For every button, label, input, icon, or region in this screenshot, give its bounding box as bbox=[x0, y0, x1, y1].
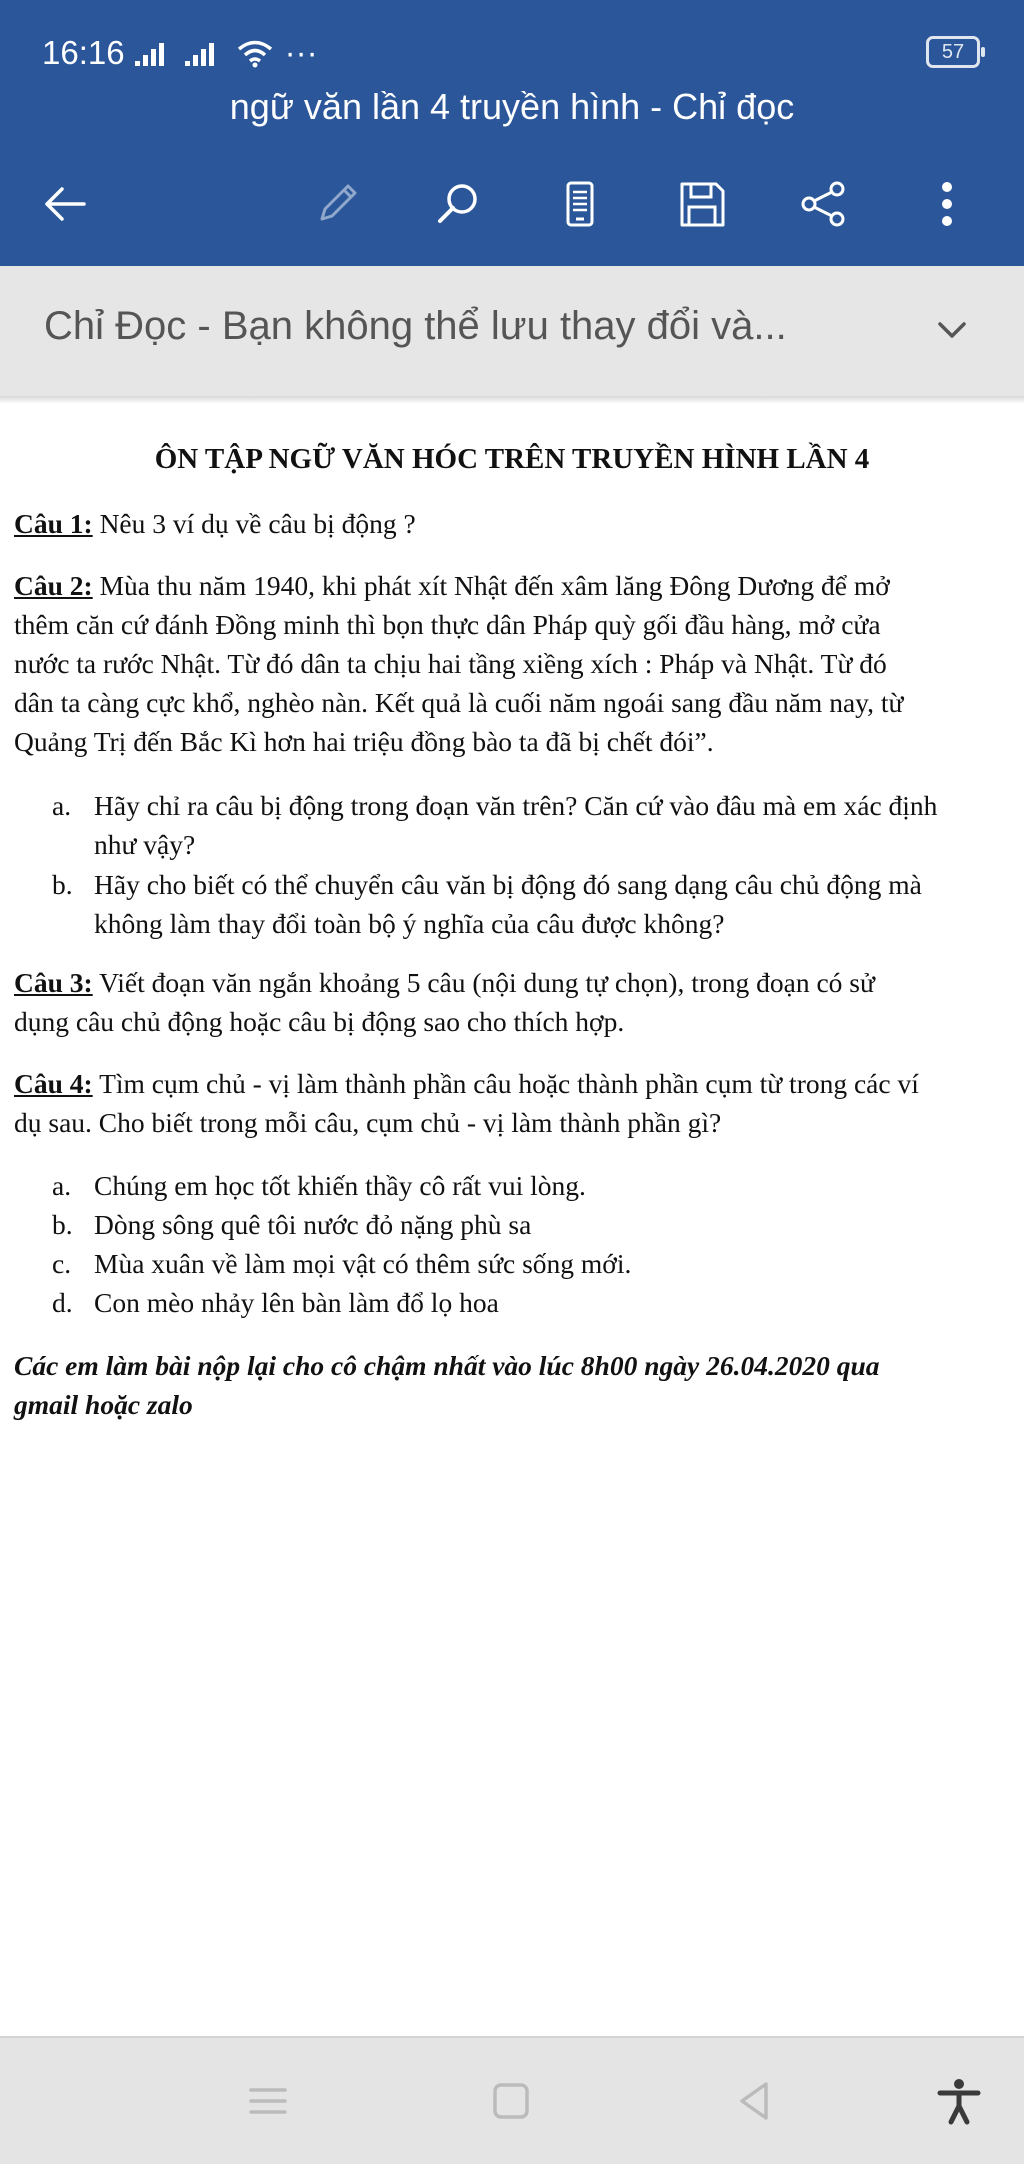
page-shadow bbox=[0, 396, 1024, 404]
status-time: 16:16 bbox=[42, 34, 125, 71]
question-4-item-a: a. Chúng em học tốt khiến thầy cô rất vui lòng. bbox=[52, 1170, 586, 1201]
question-4-label: Câu 4: bbox=[14, 1068, 93, 1099]
read-only-notice-bar[interactable] bbox=[0, 266, 1024, 396]
read-only-notice-text: Chỉ Đọc - Bạn không thể lưu thay đổi và... bbox=[44, 304, 787, 348]
search-icon bbox=[429, 175, 487, 233]
more-options-button[interactable] bbox=[912, 165, 982, 243]
back-arrow-icon bbox=[36, 175, 94, 233]
question-4-line-1: Câu 4: Tìm cụm chủ - vị làm thành phần câu hoặc thành phần cụm từ trong các ví bbox=[14, 1068, 919, 1099]
save-icon bbox=[673, 175, 731, 233]
question-2-line-2: thêm căn cứ đánh Đồng minh thì bọn thực dân Pháp quỳ gối đầu hàng, mở cửa bbox=[14, 609, 881, 640]
status-bar bbox=[42, 28, 318, 78]
home-square-icon[interactable] bbox=[486, 2076, 536, 2126]
question-2-line-3: nước ta rước Nhật. Từ đó dân ta chịu hai tầng xiềng xích : Pháp và Nhật. Từ đó bbox=[14, 648, 887, 679]
mobile-view-button[interactable] bbox=[545, 165, 615, 243]
question-3-line-2: dụng câu chủ động hoặc câu bị động sao cho thích hợp. bbox=[14, 1006, 625, 1037]
document-title: ÔN TẬP NGỮ VĂN HÓC TRÊN TRUYỀN HÌNH LẦN 4 bbox=[154, 443, 870, 475]
back-button[interactable] bbox=[30, 165, 100, 243]
back-triangle-icon[interactable] bbox=[730, 2076, 780, 2126]
search-button[interactable] bbox=[423, 165, 493, 243]
signal-icon-2 bbox=[185, 39, 225, 67]
question-3-line-1: Câu 3: Viết đoạn văn ngắn khoảng 5 câu (nội dung tự chọn), trong đoạn có sử bbox=[14, 967, 875, 998]
toolbar bbox=[0, 165, 1024, 243]
status-more: ··· bbox=[284, 34, 318, 71]
chevron-down-icon[interactable] bbox=[932, 310, 972, 350]
signal-icon bbox=[135, 39, 175, 67]
question-1 bbox=[14, 504, 1024, 544]
document-window-title: ngữ văn lần 4 truyền hình - Chỉ đọc bbox=[229, 86, 795, 127]
document-page bbox=[0, 396, 1024, 2036]
wifi-icon bbox=[235, 38, 275, 68]
question-2-line-1: Câu 2: Mùa thu năm 1940, khi phát xít Nhật đến xâm lăng Đông Dương để mở bbox=[14, 570, 890, 601]
question-2-item-a: a. Hãy chỉ ra câu bị động trong đoạn văn trên? Căn cứ vào đâu mà em xác định như vậy? bbox=[52, 790, 938, 860]
share-button[interactable] bbox=[788, 165, 858, 243]
mobile-view-icon bbox=[551, 175, 609, 233]
app-header bbox=[0, 0, 1024, 266]
question-4-item-d: d. Con mèo nhảy lên bàn làm đổ lọ hoa bbox=[52, 1287, 499, 1318]
accessibility-icon[interactable] bbox=[934, 2076, 984, 2126]
question-2-line-4: dân ta càng cực khổ, nghèo nàn. Kết quả là cuối năm ngoái sang đầu năm nay, từ bbox=[14, 687, 904, 718]
system-navigation-bar bbox=[0, 2036, 1024, 2164]
edit-button[interactable] bbox=[302, 165, 372, 243]
question-1-label: Câu 1: bbox=[14, 508, 93, 539]
question-4-item-c: c. Mùa xuân về làm mọi vật có thêm sức sống mới. bbox=[52, 1248, 632, 1279]
question-4-line-2: dụ sau. Cho biết trong mỗi câu, cụm chủ - vị làm thành phần gì? bbox=[14, 1107, 722, 1138]
menu-icon[interactable] bbox=[243, 2076, 293, 2126]
battery-indicator: 57 bbox=[926, 36, 980, 68]
footer-note-line-2: gmail hoặc zalo bbox=[14, 1389, 193, 1420]
question-1-text: Nêu 3 ví dụ về câu bị động ? bbox=[92, 508, 416, 539]
question-4-item-b: b. Dòng sông quê tôi nước đỏ nặng phù sa bbox=[52, 1209, 532, 1240]
more-vertical-icon bbox=[918, 175, 976, 233]
save-button[interactable] bbox=[667, 165, 737, 243]
pencil-icon bbox=[308, 175, 366, 233]
share-icon bbox=[794, 175, 852, 233]
question-2-label: Câu 2: bbox=[14, 570, 93, 601]
question-2-line-5: Quảng Trị đến Bắc Kì hơn hai triệu đồng bào ta đã bị chết đói”. bbox=[14, 726, 714, 757]
question-2-item-b: b. Hãy cho biết có thể chuyển câu văn bị động đó sang dạng câu chủ động mà không làm thay đổi toàn bộ ý nghĩa của câu được không? bbox=[52, 869, 922, 939]
question-3-label: Câu 3: bbox=[14, 967, 93, 998]
footer-note-line-1: Các em làm bài nộp lại cho cô chậm nhất vào lúc 8h00 ngày 26.04.2020 qua bbox=[14, 1350, 880, 1381]
